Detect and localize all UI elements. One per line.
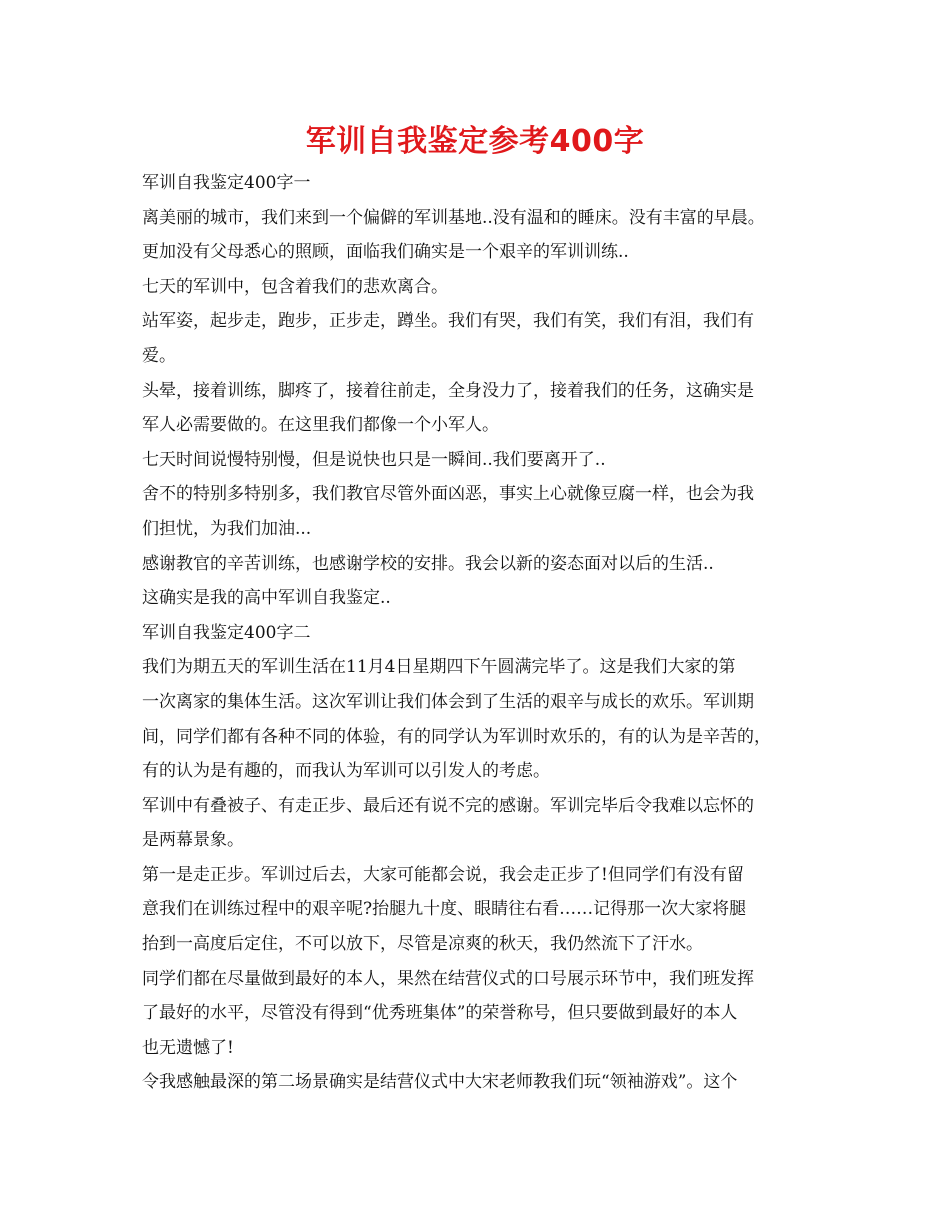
paragraph-line: 一次离家的集体生活。这次军训让我们体会到了生活的艰辛与成长的欢乐。军训期: [142, 691, 754, 712]
paragraph-line: 军训中有叠被子、有走正步、最后还有说不完的感谢。军训完毕后令我难以忘怀的: [142, 795, 754, 816]
paragraph-line: 抬到一高度后定住，不可以放下，尽管是凉爽的秋天，我仍然流下了汗水。: [142, 934, 703, 955]
paragraph-line: 们担忧，为我们加油...: [142, 518, 312, 539]
paragraph-line: 军人必需要做的。在这里我们都像一个小军人。: [142, 415, 499, 436]
paragraph-line: 感谢教官的辛苦训练，也感谢学校的安排。我会以新的姿态面对以后的生活..: [142, 553, 714, 574]
paragraph-line: 第一是走正步。军训过后去，大家可能都会说，我会走正步了!但同学们有没有留: [142, 864, 744, 885]
paragraph-line: 爱。: [142, 345, 176, 366]
paragraph-line: 意我们在训练过程中的艰辛呢?抬腿九十度、眼睛往右看……记得那一次大家将腿: [142, 899, 747, 920]
document-body: [142, 166, 842, 1100]
paragraph-line: 头晕，接着训练，脚疼了，接着往前走，全身没力了，接着我们的任务，这确实是: [142, 380, 754, 401]
paragraph-line: 这确实是我的高中军训自我鉴定..: [142, 588, 391, 609]
paragraph-line: 是两幕景象。: [142, 830, 244, 851]
paragraph-line: 离美丽的城市，我们来到一个偏僻的军训基地..没有温和的睡床。没有丰富的早晨。: [142, 207, 765, 228]
paragraph-line: 间，同学们都有各种不同的体验，有的同学认为军训时欢乐的，有的认为是辛苦的，: [142, 726, 771, 747]
paragraph-line: 军训自我鉴定400字二: [142, 622, 311, 643]
paragraph-line: 也无遗憾了!: [142, 1037, 234, 1058]
paragraph-line: 七天的军训中，包含着我们的悲欢离合。: [142, 276, 448, 297]
paragraph-line: 了最好的水平，尽管没有得到“优秀班集体”的荣誉称号，但只要做到最好的本人: [142, 1003, 738, 1024]
paragraph-line: 有的认为是有趣的，而我认为军训可以引发人的考虑。: [142, 761, 550, 782]
paragraph-line: 令我感触最深的第二场景确实是结营仪式中大宋老师教我们玩“领袖游戏”。这个: [142, 1072, 738, 1093]
paragraph-line: 军训自我鉴定400字一: [142, 173, 311, 193]
document-title: 军训自我鉴定参考400字: [305, 124, 645, 159]
paragraph-line: 更加没有父母悉心的照顾，面临我们确实是一个艰辛的军训训练..: [142, 242, 629, 263]
paragraph-line: 七天时间说慢特别慢，但是说快也只是一瞬间..我们要离开了..: [142, 449, 606, 470]
paragraph-line: 我们为期五天的军训生活在11月4日星期四下午圆满完毕了。这是我们大家的第: [142, 657, 736, 678]
paragraph-line: 站军姿，起步走，跑步，正步走，蹲坐。我们有哭，我们有笑，我们有泪，我们有: [142, 311, 754, 332]
paragraph-line: 舍不的特别多特别多，我们教官尽管外面凶恶，事实上心就像豆腐一样，也会为我: [142, 484, 754, 505]
paragraph-line: 同学们都在尽量做到最好的本人，果然在结营仪式的口号展示环节中，我们班发挥: [142, 968, 754, 989]
